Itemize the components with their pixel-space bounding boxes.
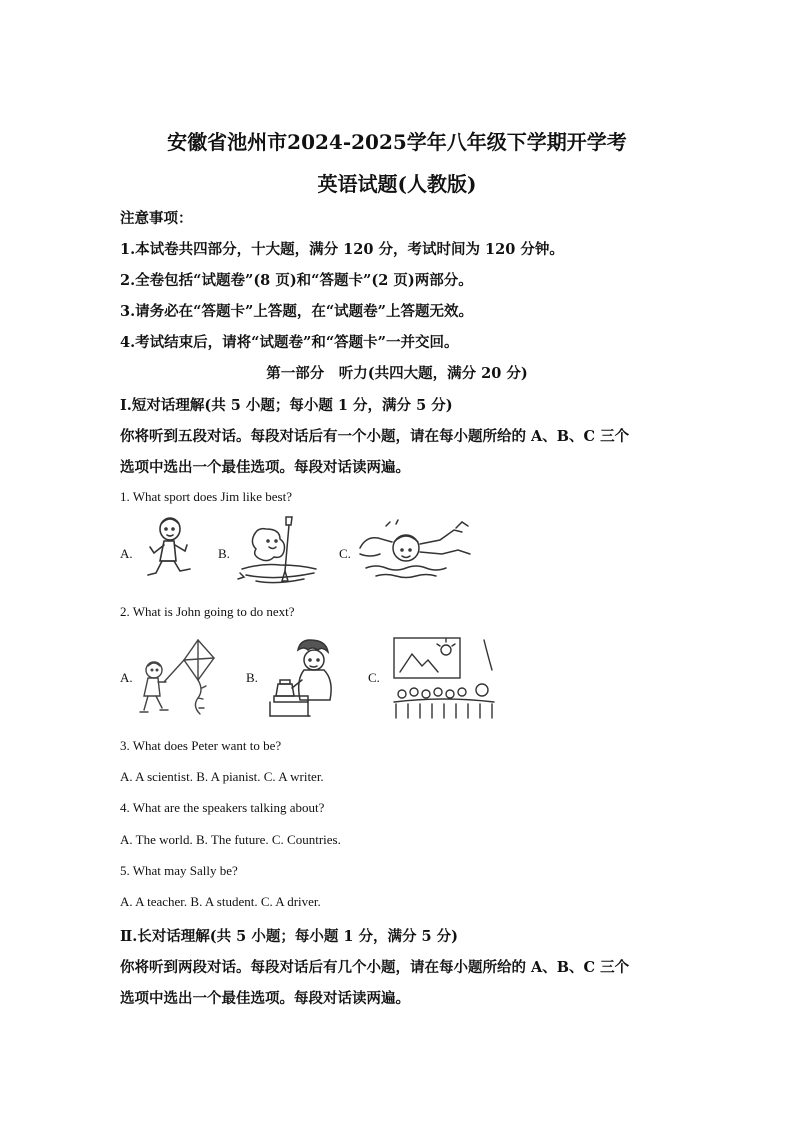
q1-option-a-label: A. — [120, 546, 133, 561]
running-person-picture-icon — [142, 515, 198, 587]
notice-heading: 注意事项： — [120, 210, 193, 227]
notice-item-4: 4.考试结束后，请将“试题卷”和“答题卡”一并交回。 — [120, 334, 459, 351]
part1-heading: 第一部分 听力(共四大题，满分 20 分) — [266, 365, 528, 382]
question-4: 4. What are the speakers talking about? — [120, 800, 325, 815]
question-1: 1. What sport does Jim like best? — [120, 489, 292, 504]
question-3-options: A. A scientist. B. A pianist. C. A writer. — [120, 769, 324, 784]
section1-heading: Ⅰ.短对话理解(共 5 小题；每小题 1 分，满分 5 分) — [120, 397, 453, 414]
question-5-options: A. A teacher. B. A student. C. A driver. — [120, 894, 321, 909]
section2-heading: Ⅱ.长对话理解(共 5 小题；每小题 1 分，满分 5 分) — [120, 928, 459, 945]
section2-instructions-1: 你将听到两段对话。每段对话后有几个小题，请在每小题所给的 A、B、C 三个 — [120, 959, 630, 976]
question-5: 5. What may Sally be? — [120, 863, 238, 878]
flying-kite-picture-icon — [136, 636, 230, 720]
question-3: 3. What does Peter want to be? — [120, 738, 282, 753]
exam-title: 安徽省池州市2024-2025学年八年级下学期开学考 — [167, 130, 627, 154]
q2-option-a-label: A. — [120, 670, 133, 685]
section1-instructions-2: 选项中选出一个最佳选项。每段对话读两遍。 — [120, 459, 410, 476]
notice-item-3: 3.请务必在“答题卡”上答题，在“试题卷”上答题无效。 — [120, 303, 473, 320]
question-2: 2. What is John going to do next? — [120, 604, 295, 619]
q2-option-b-label: B. — [246, 670, 258, 685]
q1-option-b-label: B. — [218, 546, 230, 561]
question-4-options: A. The world. B. The future. C. Countries. — [120, 832, 341, 847]
swimming-person-picture-icon — [356, 518, 474, 584]
notice-item-2: 2.全卷包括“试题卷”(8 页)和“答题卡”(2 页)两部分。 — [120, 272, 473, 289]
section1-instructions-1: 你将听到五段对话。每段对话后有一个小题，请在每小题所给的 A、B、C 三个 — [120, 428, 630, 445]
section2-instructions-2: 选项中选出一个最佳选项。每段对话读两遍。 — [120, 990, 410, 1007]
exam-subtitle: 英语试题(人教版) — [317, 172, 477, 196]
notice-item-1: 1.本试卷共四部分，十大题，满分 120 分，考试时间为 120 分钟。 — [120, 241, 564, 258]
q1-option-c-label: C. — [339, 546, 351, 561]
rowing-boat-picture-icon — [236, 515, 320, 587]
cinema-audience-picture-icon — [388, 632, 500, 720]
q2-option-c-label: C. — [368, 670, 380, 685]
phone-call-picture-icon — [264, 636, 354, 720]
